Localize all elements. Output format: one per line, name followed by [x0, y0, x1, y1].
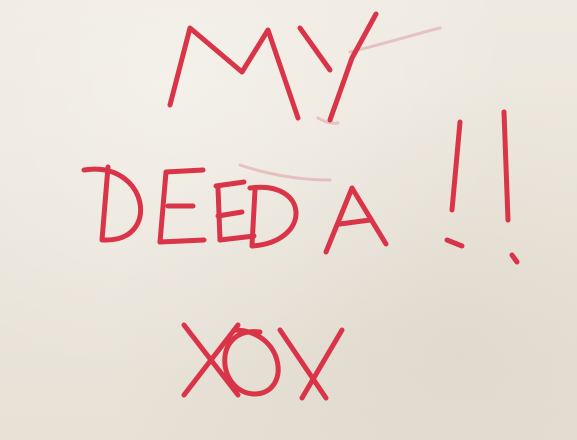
word-xox: [184, 325, 342, 398]
word-deeda: [84, 167, 386, 252]
exclamation-marks: [447, 112, 517, 262]
ink-strokes: [84, 14, 517, 398]
ink-smudge: [240, 28, 440, 180]
word-my: [170, 14, 376, 120]
